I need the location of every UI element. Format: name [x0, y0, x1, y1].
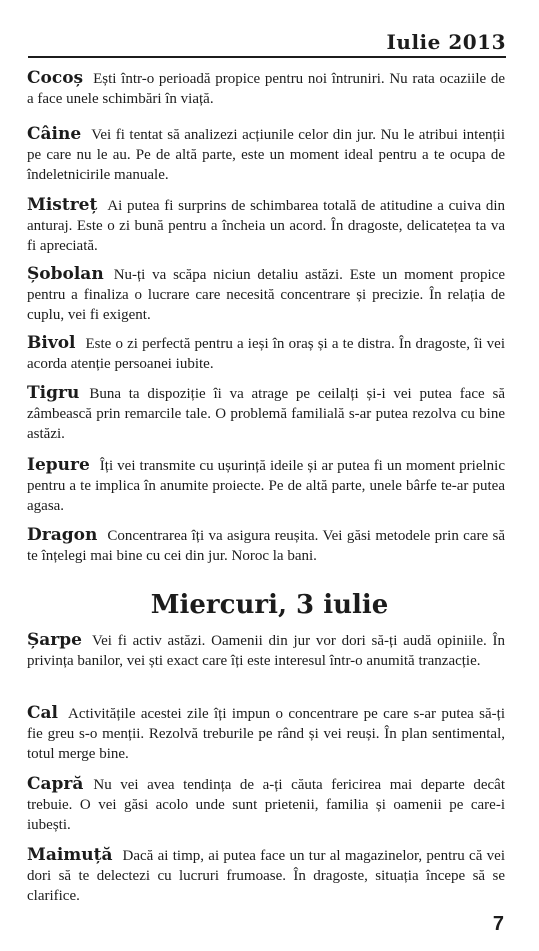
entry-text: Nu vei avea tendința de a-ți căuta fericirea mai departe decât trebuie. O vei găsi acolo unde sunt prietenii, familia și oamenii pe care-i iubești. [27, 777, 505, 833]
entry-text: Buna ta dispoziție îi va atrage pe ceilalți și-i vei putea face să zâmbească prin remarcile tale. O problemă familială s-ar putea rezolva cu bine astăzi. [27, 386, 505, 442]
sign-name: Capră [27, 774, 84, 794]
horoscope-entry-caine [27, 124, 505, 185]
header-title: Iulie 2013 [386, 30, 506, 54]
page-header [28, 30, 506, 58]
sign-name: Tigru [27, 383, 80, 403]
horoscope-entry-sobolan [27, 264, 505, 325]
sign-name: Maimuță [27, 845, 113, 865]
sign-name: Câine [27, 124, 82, 144]
header-rule [28, 56, 506, 58]
entry-text: Vei fi tentat să analizezi acțiunile celor din jur. Nu le atribui intenții pe care nu le au. Pe de altă parte, este un moment ideal pentru a te ocupa de îndeletnicirile manuale. [27, 127, 505, 183]
page-number: 7 [492, 913, 504, 935]
sign-name: Șobolan [27, 264, 104, 284]
sign-name: Șarpe [27, 630, 82, 650]
horoscope-entry-cocos [27, 68, 505, 109]
sign-name: Cal [27, 703, 59, 723]
horoscope-entry-sarpe [27, 630, 505, 671]
sign-name: Dragon [27, 525, 98, 545]
horoscope-entry-dragon [27, 525, 505, 566]
entry-text: Vei fi activ astăzi. Oamenii din jur vor dori să-ți audă opiniile. În privința banilor, vei ști exact care îți este interesul într-o anumită tranzacție. [27, 633, 505, 669]
sign-name: Iepure [27, 455, 90, 475]
sign-name: Bivol [27, 333, 76, 353]
entry-text: Îți vei transmite cu ușurință ideile și ar putea fi un moment prielnic pentru a te implica în anumite proiecte. Pe de altă parte, unele bârfe te-ar putea agasa. [27, 458, 505, 514]
entry-text: Concentrarea îți va asigura reușita. Vei găsi metodele prin care să te înțelegi mai bine cu cei din jur. Noroc la bani. [27, 528, 505, 564]
horoscope-entry-cal [27, 703, 505, 764]
sign-name: Mistreț [27, 195, 98, 215]
horoscope-entry-capra [27, 774, 505, 835]
entry-text: Nu-ți va scăpa niciun detaliu astăzi. Este un moment propice pentru a finaliza o lucrare care necesită concentrare și precizie. În relația de cuplu, vei fi exigent. [27, 267, 505, 323]
horoscope-entry-tigru [27, 383, 505, 444]
sign-name: Cocoș [27, 68, 84, 88]
entry-text: Activitățile acestei zile îți impun o concentrare pe care s-ar putea să-ți fie greu s-o menții. Rezolvă treburile pe rând și vei reuși. În plan sentimental, totul merge bine. [27, 706, 505, 762]
entry-text: Dacă ai timp, ai putea face un tur al magazinelor, pentru că vei dori să te delectezi cu lucruri frumoase. În dragoste, situația începe să se clarifice. [27, 848, 505, 904]
entry-text: Este o zi perfectă pentru a ieși în oraș și a te distra. În dragoste, îi vei acorda atenție persoanei iubite. [27, 336, 505, 372]
horoscope-entry-bivol [27, 333, 505, 374]
horoscope-entry-maimuta [27, 845, 505, 906]
entry-text: Ai putea fi surprins de schimbarea totală de atitudine a cuiva din anturaj. Este o zi bună pentru a încheia un acord. În dragoste, delicatețea ta va fi apreciată. [27, 198, 505, 254]
horoscope-entry-iepure [27, 455, 505, 516]
entry-text: Ești într-o perioadă propice pentru noi întruniri. Nu rata ocaziile de a face unele schimbări în viață. [27, 71, 505, 107]
day-heading: Miercuri, 3 iulie [150, 590, 389, 620]
horoscope-entry-mistret [27, 195, 505, 256]
